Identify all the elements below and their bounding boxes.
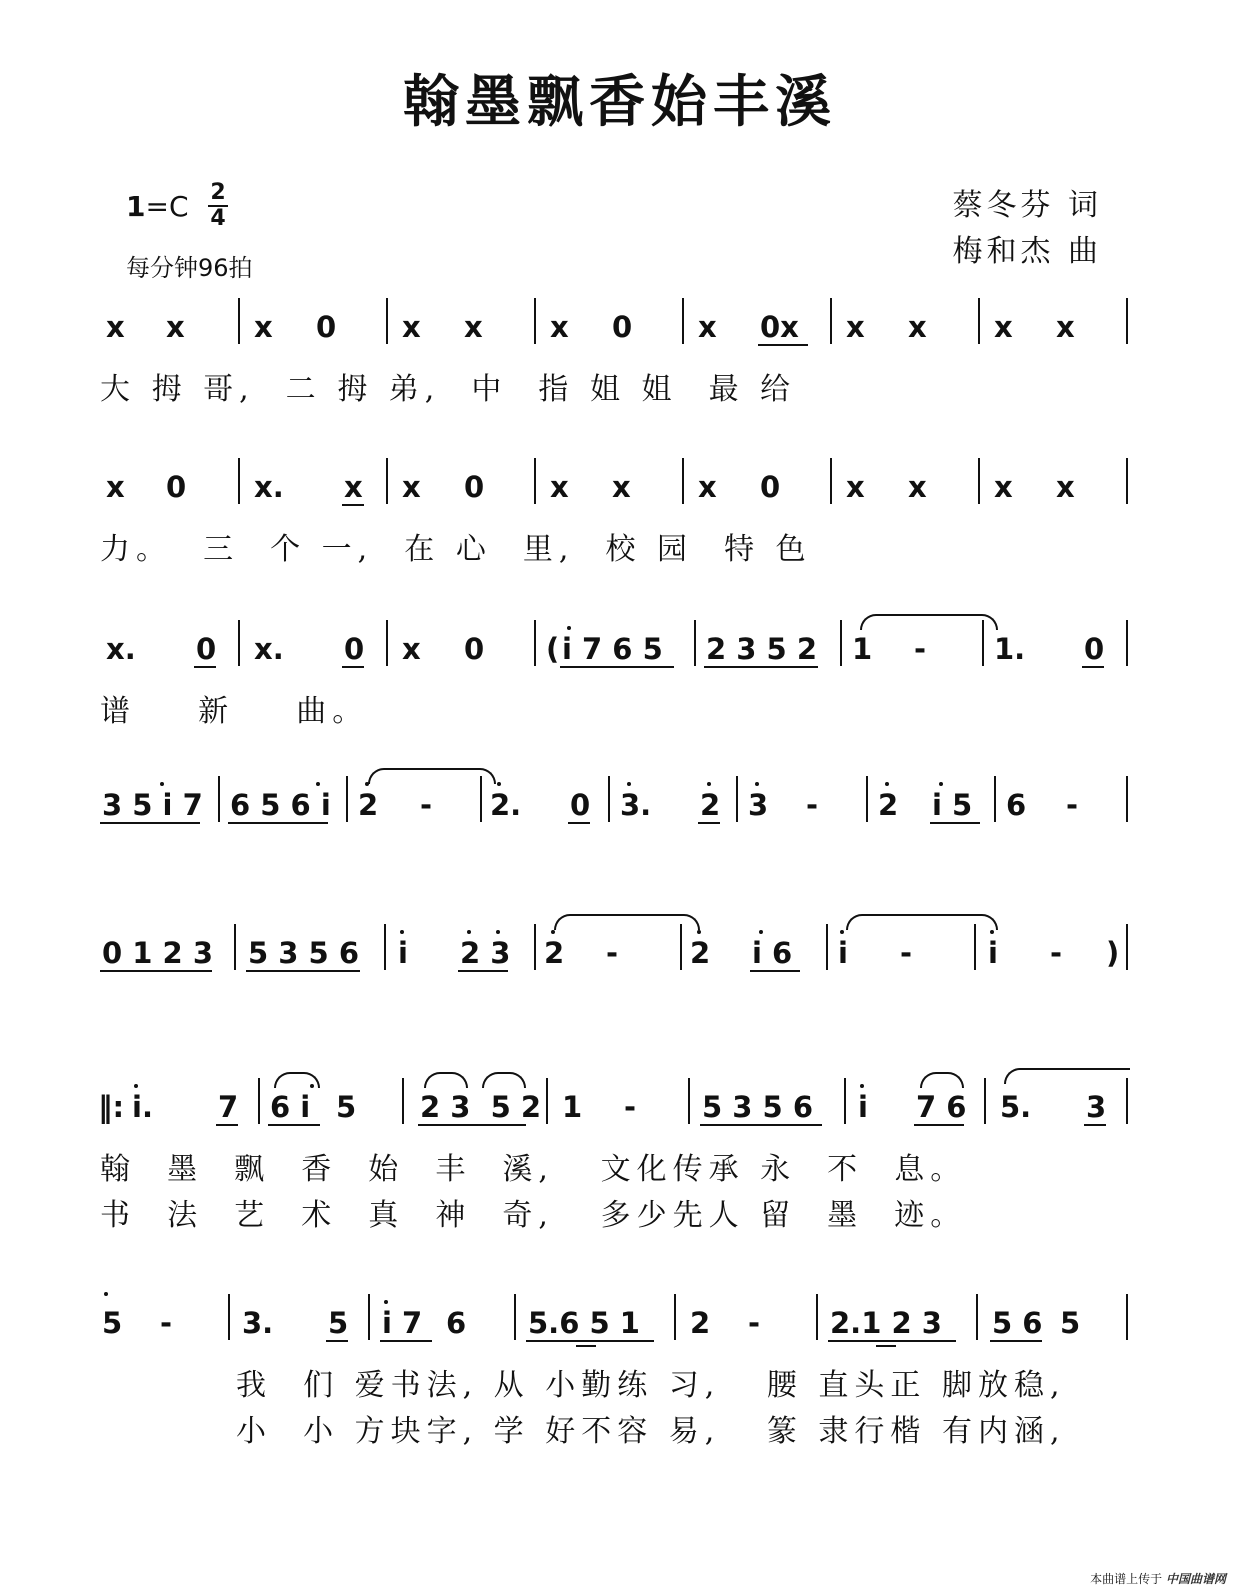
tempo: 每分钟96拍 [126, 254, 253, 282]
time-top: 2 [210, 180, 226, 205]
footer-site[interactable]: 中国曲谱网 [1165, 1572, 1226, 1586]
lyricist-credit: 蔡冬芬 词 [952, 188, 1102, 223]
notes-row-5: 0 1 2 3 5 3 5 6 i 2 3 2 - 2 i 6 i - i - ) [0, 926, 1240, 976]
key-tonic: 1 [126, 190, 146, 223]
lyrics-row-3: 谱 新 曲。 [100, 694, 369, 729]
lyrics-row-6-verse-2: 书 法 艺 术 真 神 奇, 多少先人 留 墨 迹。 [100, 1198, 967, 1233]
lyrics-row-1: 大 拇 哥, 二 拇 弟, 中 指 姐 姐 最 给 [100, 372, 797, 407]
notes-row-4: 3 5 i 7 6 5 6 i 2 - 2. 0 3. 2 3 - 2 i 5 6 - [0, 778, 1240, 828]
notes-row-1: x x x 0 x x x 0 x 0x x x x x [0, 300, 1240, 350]
lyrics-row-6-verse-1: 翰 墨 飘 香 始 丰 溪, 文化传承 永 不 息。 [100, 1152, 967, 1187]
footer [1090, 1570, 1226, 1587]
composer-credit: 梅和杰 曲 [952, 234, 1102, 269]
lyrics-row-7-verse-2: 小 小 方块字, 学 好不容 易, 篆 隶行楷 有内涵, [236, 1414, 1066, 1449]
notes-row-3: x. 0 x. 0 x 0 ( i 7 6 5 2 3 5 2 1 - 1. 0 [0, 622, 1240, 672]
time-bottom: 4 [210, 206, 226, 231]
key-eq: =C [145, 190, 189, 223]
notes-row-2: x 0 x. x x 0 x x x 0 x x x x [0, 460, 1240, 510]
lyrics-row-2: 力。 三 个 一, 在 心 里, 校 园 特 色 [100, 532, 812, 567]
notes-row-6: ‖: i. 7 6 i 5 2 3 5 2 1 - 5 3 5 6 i 7 6 5. 3 [0, 1080, 1240, 1130]
notes-row-7: 5 - 3. 5 i 7 6 5.6 5 1 2 - 2.1 2 3 5 6 5 [0, 1296, 1240, 1346]
page-title: 翰墨飘香始丰溪 [403, 69, 837, 135]
time-signature [208, 182, 228, 230]
key-signature [126, 180, 226, 231]
footer-uploaded: 本曲谱上传于 [1090, 1572, 1163, 1586]
lyrics-row-7-verse-1: 我 们 爱书法, 从 小勤练 习, 腰 直头正 脚放稳, [236, 1368, 1066, 1403]
